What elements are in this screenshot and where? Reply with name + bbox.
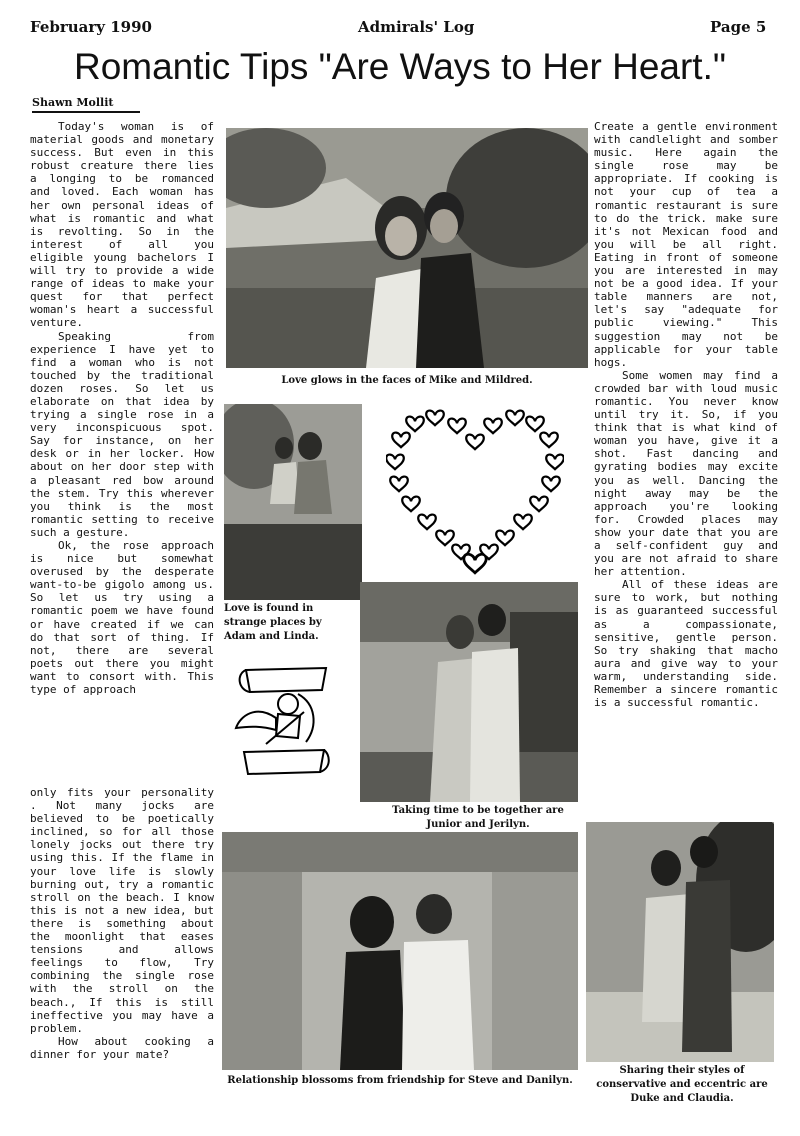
publication-name: Admirals' Log (358, 18, 475, 36)
issue-date: February 1990 (30, 18, 152, 36)
photo-adam-and-linda (224, 404, 362, 600)
paragraph: Create a gentle environment with candlelight and somber music. Here again the single rose may be appropriate. If cooking is not your cup of tea a romantic restaurant is sure to do the trick. make sure it's not Mexican food and you will be all right. Eating in front of someone you are interested in may not be a good idea. If your table manners are not, let's say "adequate for public viewing." This suggestion may not be applicable for your table hogs. (594, 120, 778, 369)
heart-wreath-illustration (386, 400, 564, 578)
caption-adam-and-linda: Love is found in strange places by Adam and Linda. (224, 603, 322, 642)
paragraph: Today's woman is of material goods and monetary success. But even in this robust creature there lies a longing to be romanced and loved. Each woman has her own personal ideas of what is romantic and what is revolting. So in the interest of all you eligible young bachelors I will try to provide a wide range of ideas to make your quest for that perfect woman's heart a successful venture. (30, 120, 214, 330)
paragraph: How about cooking a dinner for your mate? (30, 1034, 214, 1061)
article-title: Romantic Tips "Are Ways to Her Heart." (73, 46, 727, 87)
caption-duke-and-claudia: Sharing their styles of conservative and eccentric are Duke and Claudia. (596, 1065, 768, 1104)
article-column-1-continued (30, 786, 214, 1061)
photo-steve-and-danilyn (222, 832, 578, 1070)
photo-duke-and-claudia (586, 822, 774, 1062)
paragraph: only fits your personality . Not many jocks are believed to be poetically inclined, so for all those lonely jocks out there try using this. If the flame in your love life is slowly burning out, try a romantic stroll on the beach. I know this is not a new idea, but there is something about the moonlight that eases tensions and allows feelings to flow, Try combining the single rose with the stroll on the beach., If this is still ineffective you may have a problem. (30, 786, 214, 1035)
paragraph: All of these ideas are sure to work, but nothing is as guaranteed successful as a compassionate, sensitive, gentle person. So try shaking that macho aura and give way to your warm, understanding side. Remember a sincere romantic is a successful romantic. (594, 578, 778, 710)
article-column-3 (594, 120, 778, 709)
caption-junior-and-jerilyn: Taking time to be together are Junior and Jerilyn. (392, 805, 564, 830)
caption-mike-and-mildred: Love glows in the faces of Mike and Mildred. (281, 375, 533, 386)
article-column-1 (30, 120, 214, 696)
paragraph: Ok, the rose approach is nice but somewhat overused by the desperate want-to-be gigolo among us. So let us try using a romantic poem we have found or have created if we can do that sort of thing. If not, there are several poets out there you might want to consort with. This type of approach (30, 539, 214, 697)
caption-steve-and-danilyn: Relationship blossoms from friendship for Steve and Danilyn. (227, 1075, 573, 1086)
page-number: Page 5 (710, 18, 767, 36)
paragraph: Some women may find a crowded bar with loud music romantic. You never know until try it. So, if you think that is what kind of woman you have, give it a shot. Fast dancing and gyrating bodies may excite you as well. Dancing the night away may be the approach you're looking for. Crowded places may show your date that you are a self-confident guy and you are not afraid to share her attention. (594, 368, 778, 579)
photo-junior-and-jerilyn (360, 582, 578, 802)
photo-mike-and-mildred (226, 128, 588, 368)
cupid-illustration (226, 664, 340, 782)
paragraph: Speaking from experience I have yet to find a woman who is not touched by the traditional dozen roses. So let us elaborate on that idea by trying a single rose in a very inconspicuous spot. Say for instance, on her desk or in her locker. How about on her door step with a pleasant red bow around the stem. Try this wherever you think is the most romantic setting to receive such a gesture. (30, 329, 214, 539)
byline: Shawn Mollit (32, 96, 140, 113)
